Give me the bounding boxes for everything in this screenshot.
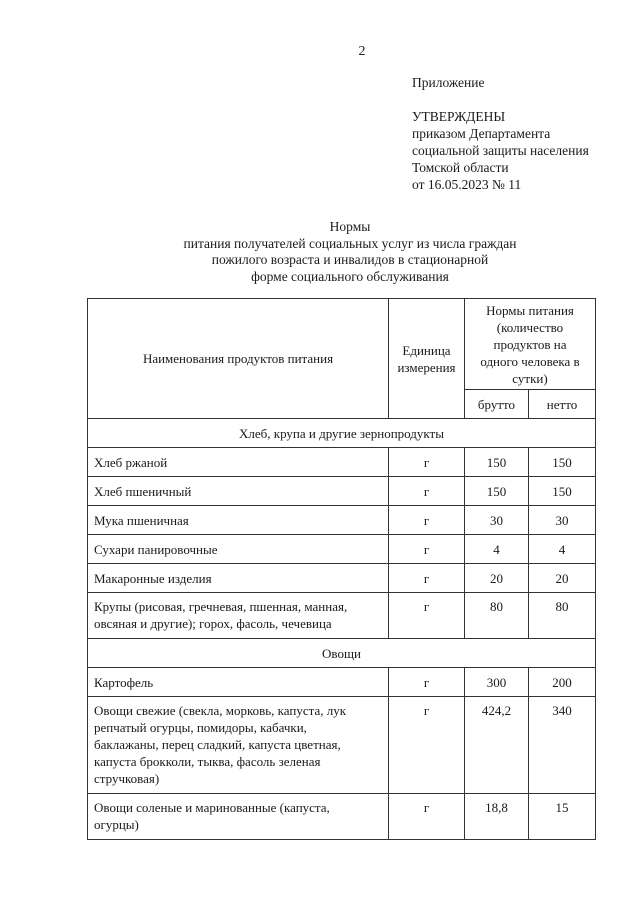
product-name-line: стручковая) xyxy=(94,771,160,786)
product-gross: 150 xyxy=(465,448,529,477)
product-unit: г xyxy=(389,564,465,593)
product-gross: 424,2 xyxy=(465,697,529,794)
product-unit: г xyxy=(389,697,465,794)
product-net: 80 xyxy=(529,593,596,639)
section-row-bread xyxy=(88,419,596,448)
product-net: 150 xyxy=(529,448,596,477)
section-title-vegetables: Овощи xyxy=(88,639,596,668)
product-name-line: Овощи свежие (свекла, морковь, капуста, лук xyxy=(94,703,347,718)
product-name: Мука пшеничная xyxy=(88,506,389,535)
header-norms-line-2: (количество xyxy=(496,319,564,335)
product-name: Сухари панировочные xyxy=(88,535,389,564)
table-row xyxy=(88,697,596,794)
product-gross: 18,8 xyxy=(465,794,529,840)
approval-block xyxy=(412,74,589,193)
header-unit-line-1: Единица xyxy=(402,342,451,358)
product-net: 200 xyxy=(529,668,596,697)
approval-line-2: социальной защиты населения xyxy=(412,143,589,158)
header-net: нетто xyxy=(529,390,596,419)
section-title-bread: Хлеб, крупа и другие зернопродукты xyxy=(88,419,596,448)
header-norms xyxy=(465,299,596,390)
title-line-4: форме социального обслуживания xyxy=(251,268,449,284)
table-row xyxy=(88,593,596,639)
product-gross: 30 xyxy=(465,506,529,535)
document-title xyxy=(160,219,540,285)
product-net: 20 xyxy=(529,564,596,593)
product-gross: 80 xyxy=(465,593,529,639)
title-line-3: пожилого возраста и инвалидов в стационарной xyxy=(211,252,489,267)
header-product-name: Наименования продуктов питания xyxy=(88,299,389,419)
product-net: 340 xyxy=(529,697,596,794)
approval-line-1: приказом Департамента xyxy=(412,126,551,141)
table-row xyxy=(88,506,596,535)
table-row xyxy=(88,668,596,697)
product-name-line: капуста брокколи, тыква, фасоль зеленая xyxy=(94,754,321,769)
table-row xyxy=(88,535,596,564)
table-row xyxy=(88,564,596,593)
product-name-line: огурцы) xyxy=(94,817,139,832)
product-gross: 150 xyxy=(465,477,529,506)
product-name xyxy=(88,697,389,794)
product-unit: г xyxy=(389,535,465,564)
nutrition-norms-table xyxy=(87,298,596,840)
approval-date: от 16.05.2023 № 11 xyxy=(412,177,522,192)
product-name-line: баклажаны, перец сладкий, капуста цветная, xyxy=(94,737,341,752)
product-name-line: Крупы (рисовая, гречневая, пшенная, манная, xyxy=(94,599,348,614)
header-gross: брутто xyxy=(465,390,529,419)
table-row xyxy=(88,477,596,506)
product-unit: г xyxy=(389,794,465,840)
table-header-row xyxy=(88,299,596,390)
header-unit xyxy=(389,299,465,419)
product-gross: 4 xyxy=(465,535,529,564)
header-unit-line-2: измерения xyxy=(397,359,456,375)
product-name-line: репчатый огурцы, помидоры, кабачки, xyxy=(94,720,307,735)
product-gross: 300 xyxy=(465,668,529,697)
product-unit: г xyxy=(389,477,465,506)
approved-label: УТВЕРЖДЕНЫ xyxy=(412,109,506,124)
title-line-1: Нормы xyxy=(329,219,371,234)
product-gross: 20 xyxy=(465,564,529,593)
product-name xyxy=(88,593,389,639)
product-net: 150 xyxy=(529,477,596,506)
product-name: Хлеб ржаной xyxy=(88,448,389,477)
product-name-line: Овощи соленые и маринованные (капуста, xyxy=(94,800,330,815)
product-net: 30 xyxy=(529,506,596,535)
appendix-label: Приложение xyxy=(412,75,485,90)
header-norms-line-4: одного человека в xyxy=(480,353,580,369)
product-unit: г xyxy=(389,668,465,697)
approval-line-3: Томской области xyxy=(412,160,509,175)
product-unit: г xyxy=(389,593,465,639)
table-row xyxy=(88,794,596,840)
product-net: 15 xyxy=(529,794,596,840)
page-number: 2 xyxy=(358,44,366,59)
product-unit: г xyxy=(389,448,465,477)
header-norms-line-5: сутки) xyxy=(512,370,548,386)
product-net: 4 xyxy=(529,535,596,564)
product-name-line: овсяная и другие); горох, фасоль, чечевица xyxy=(94,616,332,631)
product-name: Хлеб пшеничный xyxy=(88,477,389,506)
product-name: Макаронные изделия xyxy=(88,564,389,593)
section-row-vegetables xyxy=(88,639,596,668)
product-unit: г xyxy=(389,506,465,535)
product-name xyxy=(88,794,389,840)
table-row xyxy=(88,448,596,477)
product-name: Картофель xyxy=(88,668,389,697)
header-norms-line-3: продуктов на xyxy=(493,336,567,352)
title-line-2: питания получателей социальных услуг из числа граждан xyxy=(183,235,517,251)
header-norms-line-1: Нормы питания xyxy=(486,302,574,318)
